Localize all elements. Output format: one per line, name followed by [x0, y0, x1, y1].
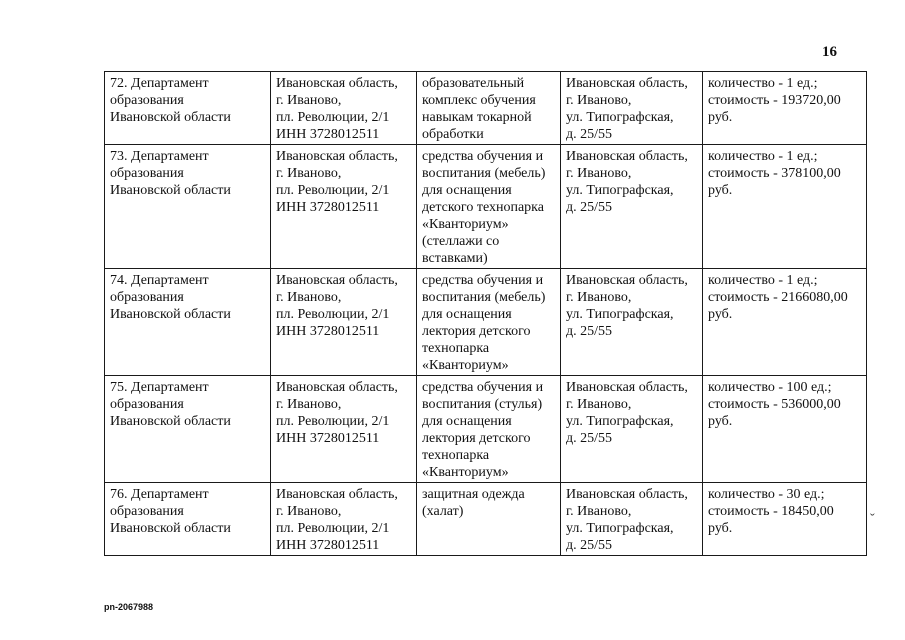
quantity-cell: количество - 1 ед.; стоимость - 193720,00 руб. [703, 72, 867, 145]
quantity-cell: количество - 1 ед.; стоимость - 2166080,00 руб. [703, 269, 867, 376]
page-number: 16 [822, 44, 837, 60]
table-row [105, 376, 867, 483]
table-row [105, 269, 867, 376]
footer-document-code: pn-2067988 [104, 602, 154, 612]
address-cell: Ивановская область, г. Иваново, пл. Революции, 2/1 ИНН 3728012511 [271, 145, 417, 269]
location-cell: Ивановская область, г. Иваново, ул. Типографская, д. 25/55 [561, 376, 703, 483]
address-cell: Ивановская область, г. Иваново, пл. Революции, 2/1 ИНН 3728012511 [271, 72, 417, 145]
recipient-cell: 72. Департамент образования Ивановской области [105, 72, 271, 145]
location-cell: Ивановская область, г. Иваново, ул. Типографская, д. 25/55 [561, 269, 703, 376]
document-table-container [104, 71, 866, 556]
item-cell: образовательный комплекс обучения навыкам токарной обработки [417, 72, 561, 145]
quantity-cell: количество - 30 ед.; стоимость - 18450,00 руб. [703, 483, 867, 556]
item-cell: средства обучения и воспитания (мебель) для оснащения лектория детского технопарка «Кванториум» [417, 269, 561, 376]
scan-speck: ˇ [870, 512, 875, 527]
table-row [105, 145, 867, 269]
location-cell: Ивановская область, г. Иваново, ул. Типографская, д. 25/55 [561, 145, 703, 269]
address-cell: Ивановская область, г. Иваново, пл. Революции, 2/1 ИНН 3728012511 [271, 376, 417, 483]
item-cell: средства обучения и воспитания (стулья) для оснащения лектория детского технопарка «Кванториум» [417, 376, 561, 483]
recipient-cell: 73. Департамент образования Ивановской области [105, 145, 271, 269]
table-row [105, 483, 867, 556]
item-cell: защитная одежда (халат) [417, 483, 561, 556]
quantity-cell: количество - 1 ед.; стоимость - 378100,00 руб. [703, 145, 867, 269]
recipient-cell: 76. Департамент образования Ивановской области [105, 483, 271, 556]
quantity-cell: количество - 100 ед.; стоимость - 536000,00 руб. [703, 376, 867, 483]
address-cell: Ивановская область, г. Иваново, пл. Революции, 2/1 ИНН 3728012511 [271, 269, 417, 376]
item-cell: средства обучения и воспитания (мебель) для оснащения детского технопарка «Кванториум» (стеллажи со вставками) [417, 145, 561, 269]
address-cell: Ивановская область, г. Иваново, пл. Революции, 2/1 ИНН 3728012511 [271, 483, 417, 556]
recipient-cell: 75. Департамент образования Ивановской области [105, 376, 271, 483]
location-cell: Ивановская область, г. Иваново, ул. Типографская, д. 25/55 [561, 483, 703, 556]
document-table [104, 71, 867, 556]
location-cell: Ивановская область, г. Иваново, ул. Типографская, д. 25/55 [561, 72, 703, 145]
recipient-cell: 74. Департамент образования Ивановской области [105, 269, 271, 376]
table-row [105, 72, 867, 145]
